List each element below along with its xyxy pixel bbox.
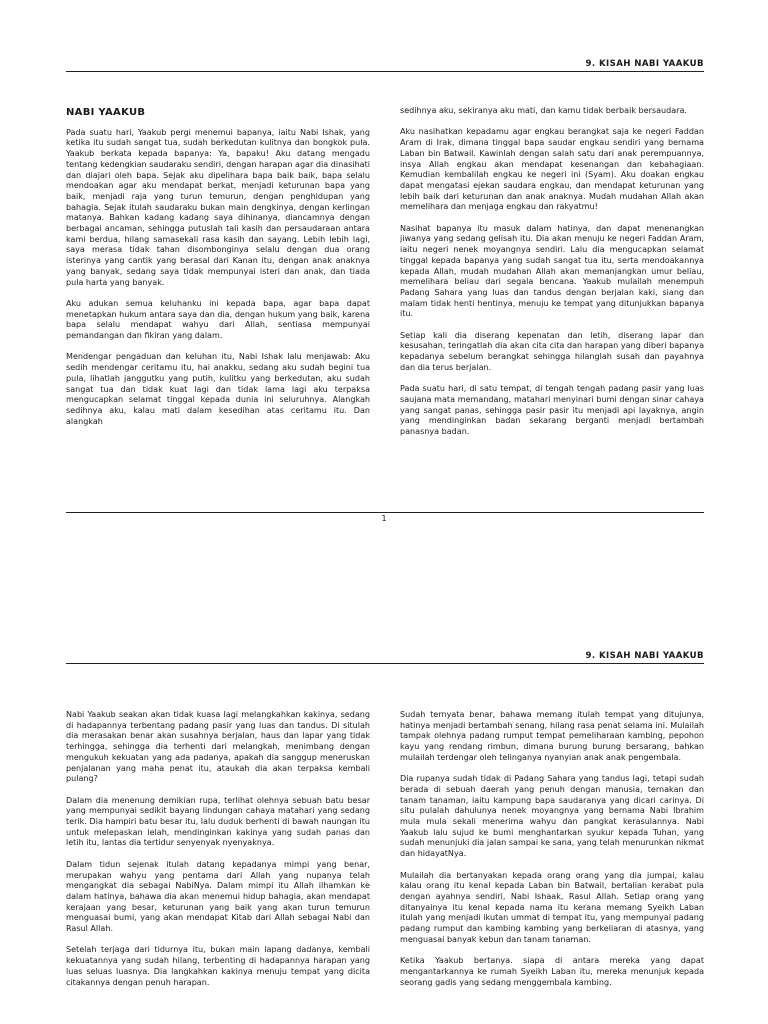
paragraph: Mendengar pengaduan dan keluhan itu, Nabi Ishak lalu menjawab: Aku sedih mendengar ceritamu itu, hai anakku, sedang aku sudah begini tua pula, lihatlah janggutku yang putih, kulitku yang berkedutan, aku sudah sangat tua dan tidak kuat lagi dan tidak lama lagi aku terpaksa mengucapkan selamat tinggal kepada dunia ini seluruhnya. Alangkah sedihnya aku, kalau mati dalam kesedihan atas ceritamu itu. Dan alangkah <box>66 352 370 426</box>
running-header: 9. KISAH NABI YAAKUB <box>585 651 704 661</box>
paragraph: Mulailah dia bertanyakan kepada orang orang yang dia jumpai, kalau kalau orang itu kenal kepada Laban bin Batwail, bertalian kerabat pula dengan ayahnya sendiri, Nabi Ishaak, Rasul Allah. Setiap orang yang ditanyainya itu kenal kepada nama itu kerana memang Syeikh Laban itulah yang menjadi ikutan ummat di tempat itu, yang mempunyai padang padang rumput dan kambing kambing yang berkeliaran di atasnya, yang menguasai banyak kebun dan tanam tanaman. <box>400 870 704 944</box>
left-column <box>66 108 370 438</box>
footer-rule <box>66 512 704 513</box>
page-number: 1 <box>381 514 387 523</box>
paragraph: Sudah ternyata benar, bahawa memang itulah tempat yang ditujunya, hatinya menjadi bertambah senang, hilang rasa penat selama ini. Mulailah tampak olehnya padang rumput tempat pemeliharaan kambing, pepohon kayu yang rendang rimbun, dimana burung burung bersarang, bahkan mulailah terdengar oleh telinganya nyanyian anak anak pengembala. <box>400 710 704 762</box>
left-column <box>66 710 370 999</box>
header-rule <box>66 663 704 664</box>
paragraph: Ketika Yaakub bertanya. siapa di antara mereka yang dapat mengantarkannya ke rumah Syeikh Laban itu, mereka menunjuk kepada seorang gadis yang sedang menggembala kambing. <box>400 956 704 987</box>
right-column <box>400 106 704 448</box>
right-column <box>400 710 704 999</box>
paragraph: Nabi Yaakub seakan akan tidak kuasa lagi melangkahkan kakinya, sedang di hadapannya terbentang padang pasir yang luas dan tandus. Di situlah dia merasakan benar akan susahnya berjalan, haus dan lapar yang tidak terhingga, sehingga dia terhenti dari melangkah, menimbang dengan mengukuh kekuatan yang ada padanya, apakah dia sanggup meneruskan penjalanan yang maha penat itu, ataukah dia akan terpaksa kembali pulang? <box>66 710 370 784</box>
paragraph: Pada suatu hari, di satu tempat, di tengah tengah padang pasir yang luas saujana mata memandang, matahari menyinari bumi dengan sinar cahaya yang sangat panas, sehingga pasir pasir itu menjadi api layaknya, angin yang mendinginkan badan sekarang berganti menjadi bertambah panasnya badan. <box>400 384 704 437</box>
paragraph: Nasihat bapanya itu masuk dalam hatinya, dan dapat menenangkan jiwanya yang sedang gelisah itu. Dia akan menuju ke negeri Faddan Aram, iaitu negeri nenek moyangnya sendiri. Lalu dia mengucapkan selamat tinggal kepada bapanya yang sudah sangat tua itu, serta mendoakannya kepada Allah, mudah mudahan Allah akan memanjangkan umur beliau, memelihara beliau dari segala bencana. Yaakub mulailah menempuh Padang Sahara yang luas dan tandus dengan berjalan kaki, siang dan malam tidak henti hentinya, menuju ke tempat yang ditunjukkan bapanya itu. <box>400 223 704 319</box>
paragraph: Dalam tidun sejenak itulah datang kepadanya mimpi yang benar, merupakan wahyu yang pentama dari Allah yang nupanya telah mengangkat dia sebagai NabiNya. Dalam mimpi itu Allah ilhamkan ke dalam hatinya, bahawa dia akan menemui hidup bahagia, akan mendapat kerajaan yang besar, keturunan yang baik yang akan turun temurun menguasai bumi, yang akan mendapat Kitab dari Allah sebagai Nabi dan Rasul Allah. <box>66 859 370 934</box>
paragraph: Dalam dia menenung demikian rupa, terlihat olehnya sebuah batu besar yang mempunyai sedikit bayang lindungan cahaya matahari yang sedang terik. Dia hampiri batu besar itu, lalu duduk berhenti di bawah naungan itu untuk melepaskan lelah, mendinginkan kakinya yang sudah panas dan letih itu, lantas dia tertidur senyenyak nyenyaknya. <box>66 795 370 848</box>
header-rule <box>66 71 704 72</box>
paragraph: Pada suatu hari, Yaakub pergi menemui bapanya, iaitu Nabi Ishak, yang ketika itu sudah sangat tua, sudah berkedutan kulitnya dan bongkok pula. Yaakub berkata kepada bapanya: Ya, bapaku! Aku datang mengadu tentang kedengkian saudaraku sendiri, dengan harapan agar dia dinasihati dan diajari oleh bapa. Sejak aku dipelihara bapa baik baik, bapa selalu mendoakan agar aku mendapat berkat, menjadi keturunan bapa yang baik, menjadi raja yang turun temurun, dengan penghidupan yang bahagia. Sejak itulah saudaraku bukan main dengkinya, dengan kerlingan matanya. Bahkan kadang kadang saya dihinanya, diancamnya dengan berbagai ancaman, sehingga putuslah tali kasih dan persaudaraan antara kami berdua, hilang samasekali rasa kasih dan sayang. Lebih lebih lagi, saya merasa tidak tahan disombonginya selalu dengan dua orang isterinya yang cantik yang berasal dari Kanan itu, dengan anak anaknya yang banyak, sedang saya tidak mempunyai isteri dan anak, dan tiada pula harta yang banyak. <box>66 127 370 287</box>
paragraph: Setiap kali dia diserang kepenatan dan letih, diserang lapar dan kesusahan, teringatlah dia akan cita cita dan harapan yang diberi bapanya kepadanya sebelum berangkat sehingga hilanglah susah dan payahnya dan dia terus berjalan. <box>400 330 704 372</box>
running-header: 9. KISAH NABI YAAKUB <box>585 59 704 69</box>
paragraph: sedihnya aku, sekiranya aku mati, dan kamu tidak berbaik bersaudara. <box>400 106 687 115</box>
paragraph: Aku nasihatkan kepadamu agar engkau berangkat saja ke negeri Faddan Aram di Irak, dimana tinggal bapa saudar engkau sendiri yang bernama Laban bin Batwail. Kawinlah dengan salah satu dari anak perempuannya, insya Allah engkau akan mendapat kesenangan dan kebahagiaan. Kemudian kembalilah engkau ke negeri ini (Syam). Aku doakan engkau dapat mengatasi ejekan saudara engkau, dan mendapat keturunan yang lebih baik dari keturunan dan anak anaknya. Mudah mudahan Allah akan memelihara dan menjaga engkau dan rakyatmu! <box>400 127 704 212</box>
page-2 <box>0 640 768 1024</box>
paragraph: Dia rupanya sudah tidak di Padang Sahara yang tandus lagi, tetapi sudah berada di sebuah daerah yang penuh dengan manusia, ternakan dan tanam tanaman, iaitu kampung bapa saudaranya yang dicari carinya. Di situ pulalah dahulunya nenek moyangnya yang bernama Nabi Ibrahim mula mula sekali menerima wahyu dan pangkat kerasulannya. Nabi Yaakub lalu sujud ke bumi menghantarkan syukur kepada Tuhan, yang sudah menunjuki dia jalan sampai ke sana, yang telah menurunkan nikmat dan hidayatNya. <box>400 774 704 859</box>
chapter-title: NABI YAAKUB <box>66 107 146 118</box>
paragraph: Setelah terjaga dari tidurnya itu, bukan main lapang dadanya, kembali kekuatannya yang sudah hilang, terbenting di hadapannya harapan yang luas seluas luasnya. Dia langkahkan kakinya menuju tempat yang dicita citakannya dengan penuh harapan. <box>66 945 370 987</box>
paragraph: Aku adukan semua keluhanku ini kepada bapa, agar bapa dapat menetapkan hukum antara saya dan dia, dengan hukum yang baik, karena bapa selalu mendapat wahyu dari Allah, sentiasa mempunyai pemandangan dan fikiran yang dalam. <box>66 298 370 341</box>
